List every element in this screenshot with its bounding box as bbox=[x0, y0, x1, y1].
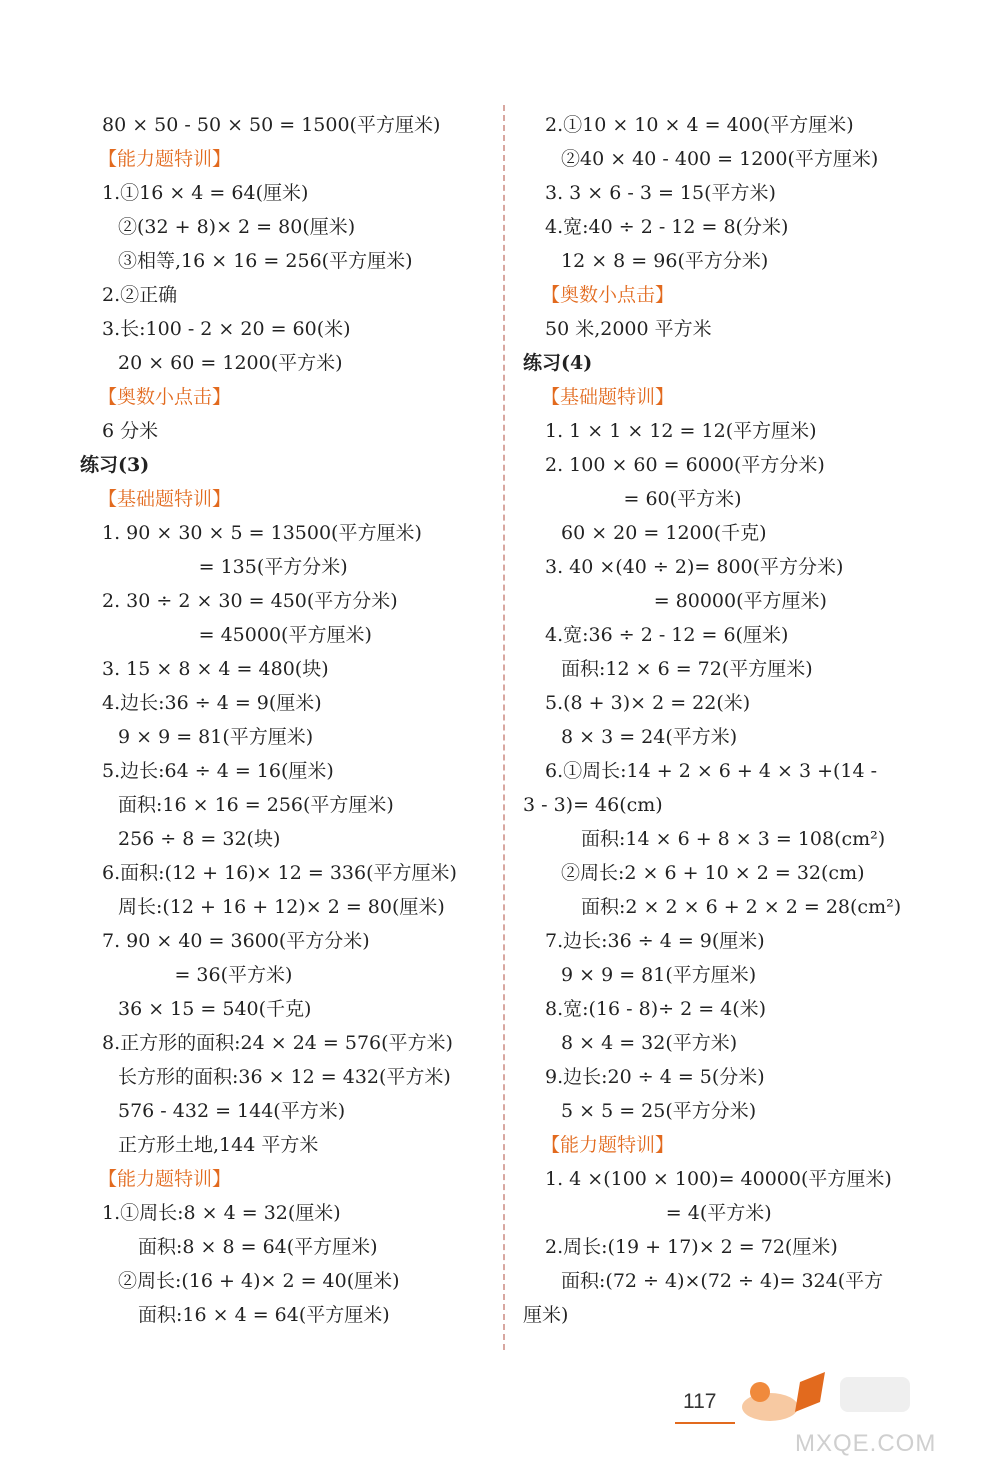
answer-line: 4.宽:36 ÷ 2 - 12 = 6(厘米) bbox=[545, 624, 789, 646]
answer-line: 8.正方形的面积:24 × 24 = 576(平方米) bbox=[102, 1032, 453, 1054]
answer-line: 面积:(72 ÷ 4)×(72 ÷ 4)= 324(平方 bbox=[561, 1270, 884, 1292]
answer-line: 6.①周长:14 + 2 × 6 + 4 × 3 +(14 - bbox=[545, 760, 878, 782]
answer-line: 2.②正确 bbox=[102, 284, 178, 306]
section-tag: 【能力题特训】 bbox=[98, 1168, 232, 1190]
answer-line: 长方形的面积:36 × 12 = 432(平方米) bbox=[118, 1066, 451, 1088]
answer-line: 2.周长:(19 + 17)× 2 = 72(厘米) bbox=[545, 1236, 838, 1258]
answer-line: 1. 90 × 30 × 5 = 13500(平方厘米) bbox=[102, 522, 422, 544]
answer-line: ②(32 + 8)× 2 = 80(厘米) bbox=[118, 216, 356, 238]
answer-line: = 80000(平方厘米) bbox=[545, 590, 827, 612]
answer-line: 6 分米 bbox=[102, 420, 159, 442]
answer-line: 1.①周长:8 × 4 = 32(厘米) bbox=[102, 1202, 341, 1224]
answer-line: 576 - 432 = 144(平方米) bbox=[118, 1100, 346, 1122]
watermark-text: MXQE.COM bbox=[795, 1430, 937, 1457]
page-number: 117 bbox=[683, 1390, 717, 1413]
answer-line: 36 × 15 = 540(千克) bbox=[118, 998, 312, 1020]
answer-line: 正方形土地,144 平方米 bbox=[118, 1134, 319, 1156]
answer-line: 9 × 9 = 81(平方厘米) bbox=[118, 726, 314, 748]
answer-line: = 36(平方米) bbox=[102, 964, 293, 986]
answer-line: 8 × 3 = 24(平方米) bbox=[561, 726, 738, 748]
answer-line: 20 × 60 = 1200(平方米) bbox=[118, 352, 343, 374]
answer-line: 面积:16 × 16 = 256(平方厘米) bbox=[118, 794, 394, 816]
mascot-illustration-icon bbox=[730, 1362, 930, 1432]
answer-line: 2.①10 × 10 × 4 = 400(平方厘米) bbox=[545, 114, 854, 136]
answer-line: = 45000(平方厘米) bbox=[102, 624, 372, 646]
answer-line: = 4(平方米) bbox=[545, 1202, 772, 1224]
answer-line: = 135(平方分米) bbox=[102, 556, 348, 578]
answer-line: 6.面积:(12 + 16)× 12 = 336(平方厘米) bbox=[102, 862, 457, 884]
column-divider bbox=[503, 105, 505, 1350]
page-number-underline bbox=[675, 1422, 735, 1424]
answer-line: 60 × 20 = 1200(千克) bbox=[561, 522, 767, 544]
right-column bbox=[523, 108, 943, 1332]
answer-line: 1.①16 × 4 = 64(厘米) bbox=[102, 182, 309, 204]
answer-line: 5 × 5 = 25(平方分米) bbox=[561, 1100, 757, 1122]
answer-line: 8.宽:(16 - 8)÷ 2 = 4(米) bbox=[545, 998, 767, 1020]
answer-line: 面积:12 × 6 = 72(平方厘米) bbox=[561, 658, 813, 680]
section-tag: 【奥数小点击】 bbox=[98, 386, 232, 408]
answer-line: 3. 3 × 6 - 3 = 15(平方米) bbox=[545, 182, 776, 204]
answer-line: 1. 4 ×(100 × 100)= 40000(平方厘米) bbox=[545, 1168, 892, 1190]
section-tag: 【能力题特训】 bbox=[541, 1134, 675, 1156]
answer-line: 7. 90 × 40 = 3600(平方分米) bbox=[102, 930, 370, 952]
answer-line: ③相等,16 × 16 = 256(平方厘米) bbox=[118, 250, 413, 272]
answer-line: 面积:2 × 2 × 6 + 2 × 2 = 28(cm²) bbox=[581, 896, 902, 918]
answer-line: = 60(平方米) bbox=[545, 488, 742, 510]
answer-line: 80 × 50 - 50 × 50 = 1500(平方厘米) bbox=[102, 114, 441, 136]
answer-line: 3.长:100 - 2 × 20 = 60(米) bbox=[102, 318, 351, 340]
answer-line: 3. 15 × 8 × 4 = 480(块) bbox=[102, 658, 329, 680]
answer-line: 9 × 9 = 81(平方厘米) bbox=[561, 964, 757, 986]
section-tag: 【基础题特训】 bbox=[541, 386, 675, 408]
answer-line: 面积:14 × 6 + 8 × 3 = 108(cm²) bbox=[581, 828, 886, 850]
left-column bbox=[80, 108, 490, 1332]
answer-line: 3 - 3)= 46(cm) bbox=[523, 794, 663, 816]
answer-line: 9.边长:20 ÷ 4 = 5(分米) bbox=[545, 1066, 765, 1088]
answer-line: 厘米) bbox=[523, 1304, 569, 1326]
section-tag: 【能力题特训】 bbox=[98, 148, 232, 170]
answer-line: 8 × 4 = 32(平方米) bbox=[561, 1032, 738, 1054]
answer-line: 2. 30 ÷ 2 × 30 = 450(平方分米) bbox=[102, 590, 398, 612]
answer-line: 4.宽:40 ÷ 2 - 12 = 8(分米) bbox=[545, 216, 789, 238]
section-tag: 【奥数小点击】 bbox=[541, 284, 675, 306]
answer-line: 面积:16 × 4 = 64(平方厘米) bbox=[138, 1304, 390, 1326]
answer-line: 3. 40 ×(40 ÷ 2)= 800(平方分米) bbox=[545, 556, 844, 578]
answer-line: 50 米,2000 平方米 bbox=[545, 318, 712, 340]
answer-line: ②周长:2 × 6 + 10 × 2 = 32(cm) bbox=[561, 862, 865, 884]
answer-line: ②周长:(16 + 4)× 2 = 40(厘米) bbox=[118, 1270, 400, 1292]
answer-line: 7.边长:36 ÷ 4 = 9(厘米) bbox=[545, 930, 765, 952]
answer-line: 256 ÷ 8 = 32(块) bbox=[118, 828, 281, 850]
answer-line: 5.(8 + 3)× 2 = 22(米) bbox=[545, 692, 751, 714]
answer-line: 12 × 8 = 96(平方分米) bbox=[561, 250, 769, 272]
answer-line: ②40 × 40 - 400 = 1200(平方厘米) bbox=[561, 148, 879, 170]
answer-line: 1. 1 × 1 × 12 = 12(平方厘米) bbox=[545, 420, 817, 442]
answer-line: 周长:(12 + 16 + 12)× 2 = 80(厘米) bbox=[118, 896, 445, 918]
section-tag: 【基础题特训】 bbox=[98, 488, 232, 510]
answer-line: 面积:8 × 8 = 64(平方厘米) bbox=[138, 1236, 378, 1258]
answer-line: 5.边长:64 ÷ 4 = 16(厘米) bbox=[102, 760, 334, 782]
exercise-heading: 练习(4) bbox=[523, 352, 593, 374]
exercise-heading: 练习(3) bbox=[80, 454, 150, 476]
answer-line: 2. 100 × 60 = 6000(平方分米) bbox=[545, 454, 825, 476]
answer-line: 4.边长:36 ÷ 4 = 9(厘米) bbox=[102, 692, 322, 714]
